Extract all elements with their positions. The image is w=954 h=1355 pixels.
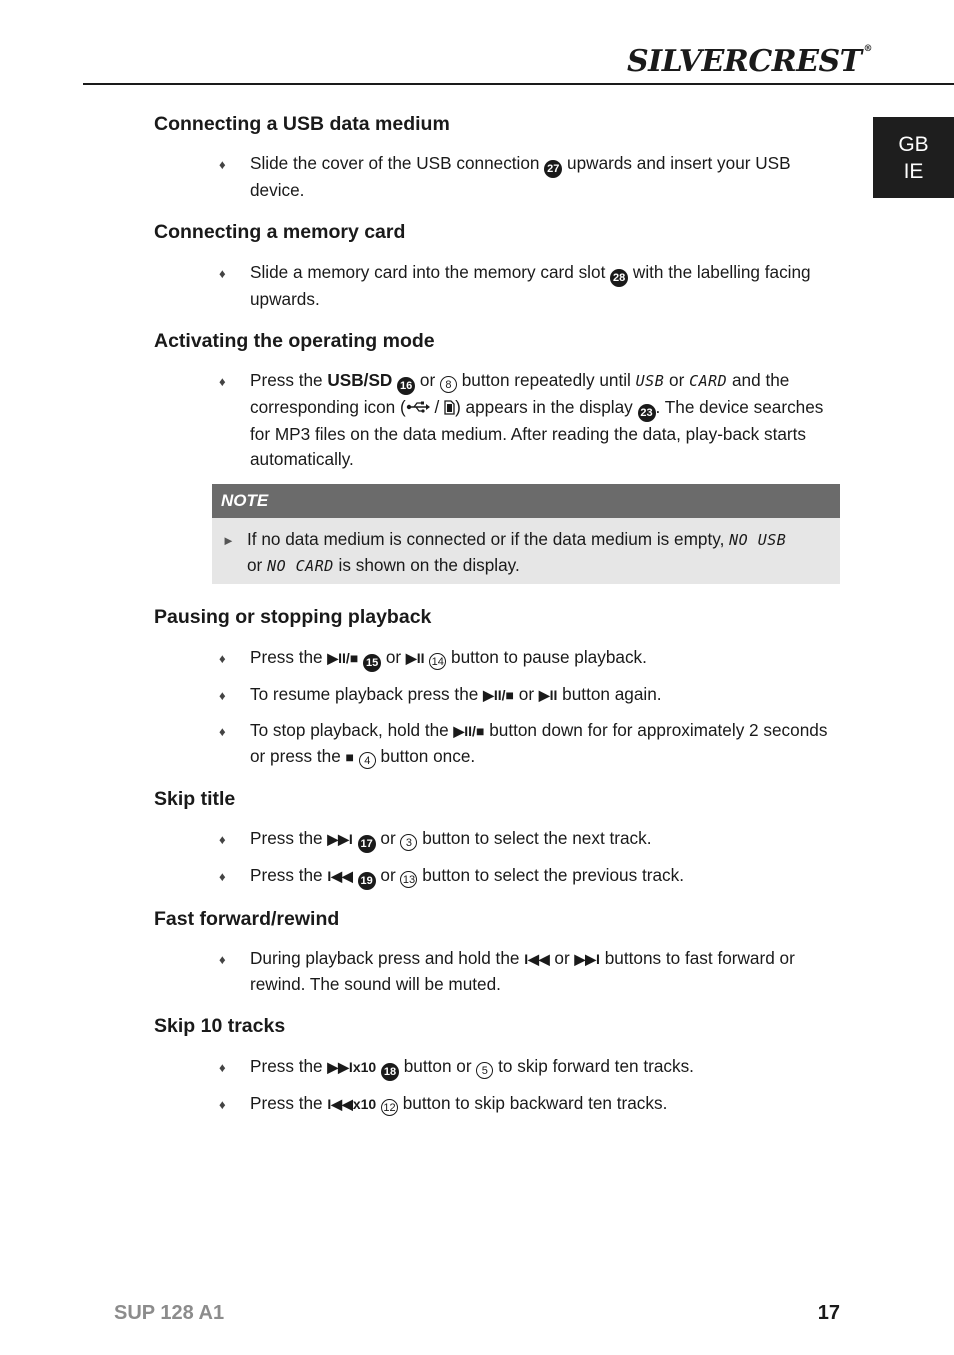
text-run: Slide the cover of the USB connection bbox=[250, 153, 545, 174]
callout-number: 4 bbox=[359, 752, 376, 769]
play-pause-stop-key: ▶II/■ bbox=[453, 722, 485, 739]
bullet-diamond-icon: ♦ bbox=[219, 687, 226, 703]
play-pause-stop-key: ▶II/■ bbox=[483, 686, 515, 703]
callout-number: 23 bbox=[638, 404, 656, 422]
text-run: or bbox=[381, 646, 406, 667]
skip-forward-10-key: ▶▶Ix10 bbox=[327, 1058, 377, 1075]
note-body bbox=[212, 518, 840, 584]
lcd-text: USB bbox=[635, 372, 665, 391]
list-item bbox=[154, 1091, 844, 1117]
text-run: button again. bbox=[557, 683, 662, 704]
callout-number: 14 bbox=[429, 653, 446, 670]
text-run: button to pause playback. bbox=[446, 646, 647, 667]
text-run: button repeatedly until bbox=[456, 370, 636, 391]
heading-memory-card: Connecting a memory card bbox=[154, 221, 406, 244]
text-run: or bbox=[375, 827, 401, 848]
callout-number: 8 bbox=[440, 376, 457, 393]
text-run: button once. bbox=[375, 745, 476, 766]
list-item bbox=[154, 682, 844, 708]
header-rule bbox=[83, 83, 954, 85]
lcd-text: NO USB bbox=[729, 531, 787, 550]
bullet-diamond-icon: ♦ bbox=[219, 157, 226, 173]
text-run: Press the bbox=[250, 1092, 328, 1113]
bullet-diamond-icon: ♦ bbox=[219, 831, 226, 847]
text-run: . The device searches for MP3 files on the data medium. After reading the data, play-back starts automatically. bbox=[250, 397, 824, 470]
lang-gb: GB bbox=[898, 133, 929, 156]
section-usb bbox=[154, 113, 844, 203]
text-run: / bbox=[429, 397, 445, 418]
callout-number: 12 bbox=[381, 1099, 398, 1116]
section-skip-10 bbox=[154, 1015, 844, 1116]
text-run: button down for for approximately 2 seconds or press the bbox=[250, 719, 828, 766]
list-item bbox=[154, 1054, 844, 1081]
lcd-text: NO CARD bbox=[267, 557, 334, 576]
text-run: If no data medium is connected or if the data medium is empty, bbox=[247, 529, 730, 550]
callout-number: 13 bbox=[400, 871, 417, 888]
heading-skip-title: Skip title bbox=[154, 787, 236, 810]
text-run: or bbox=[549, 948, 575, 969]
stop-key: ■ bbox=[345, 748, 354, 765]
text-run: USB/SD bbox=[327, 370, 393, 391]
section-fast-forward bbox=[154, 908, 844, 997]
callout-number: 19 bbox=[358, 872, 376, 890]
arrow-bullet-icon: ► bbox=[222, 533, 235, 549]
list-item bbox=[154, 863, 844, 890]
heading-usb: Connecting a USB data medium bbox=[154, 113, 450, 135]
bullet-diamond-icon: ♦ bbox=[219, 868, 226, 884]
list-item bbox=[154, 151, 844, 203]
skip-back-10-key: I◀◀x10 bbox=[327, 1095, 377, 1112]
text-run: To stop playback, hold the bbox=[250, 719, 454, 740]
callout-number: 16 bbox=[397, 377, 415, 395]
lang-ie: IE bbox=[903, 160, 924, 183]
page-number: 17 bbox=[817, 1302, 840, 1324]
heading-pausing: Pausing or stopping playback bbox=[154, 606, 432, 629]
callout-number: 5 bbox=[476, 1062, 493, 1079]
callout-number: 18 bbox=[381, 1063, 399, 1081]
text-run: or bbox=[514, 683, 539, 704]
text-run: and the corresponding icon ( bbox=[250, 370, 790, 418]
list-item bbox=[154, 946, 844, 997]
text-run: ® bbox=[863, 44, 872, 54]
text-run: To resume playback press the bbox=[250, 683, 484, 704]
usb-icon bbox=[406, 400, 430, 414]
play-pause-stop-key: ▶II/■ bbox=[327, 649, 359, 666]
text-run: button to skip backward ten tracks. bbox=[397, 1092, 668, 1113]
model-number: SUP 128 A1 bbox=[114, 1302, 225, 1324]
text-run: or bbox=[247, 555, 268, 576]
text-run: ) appears in the display bbox=[455, 397, 638, 418]
text-run: with the labelling facing upwards. bbox=[250, 261, 811, 309]
text-run: button to select the previous track. bbox=[417, 864, 685, 885]
text-run: Press the bbox=[250, 646, 328, 667]
heading-fast-forward: Fast forward/rewind bbox=[154, 907, 340, 930]
callout-number: 3 bbox=[400, 834, 417, 851]
brand-logo bbox=[627, 44, 872, 79]
text-run: upwards and insert your USB device. bbox=[250, 153, 791, 201]
section-skip-title bbox=[154, 788, 844, 890]
bullet-diamond-icon: ♦ bbox=[219, 650, 226, 666]
callout-number: 15 bbox=[363, 654, 381, 672]
text-run: During playback press and hold the bbox=[250, 948, 525, 969]
text-run: SILVERCREST bbox=[627, 44, 862, 79]
text-run: Press the bbox=[250, 370, 328, 391]
text-run: or bbox=[664, 370, 690, 391]
list-item bbox=[154, 645, 844, 672]
text-run: button or bbox=[398, 1055, 477, 1076]
language-tab bbox=[873, 117, 954, 198]
previous-key: I◀◀ bbox=[524, 951, 550, 968]
text-run: is shown on the display. bbox=[333, 555, 520, 576]
play-pause-key: ▶II bbox=[405, 649, 425, 666]
callout-number: 17 bbox=[358, 835, 376, 853]
text-run: Press the bbox=[250, 864, 328, 885]
bullet-diamond-icon: ♦ bbox=[219, 265, 226, 281]
page-content bbox=[154, 113, 844, 1135]
bullet-diamond-icon: ♦ bbox=[219, 1096, 226, 1112]
section-pausing bbox=[154, 606, 844, 769]
section-memory-card bbox=[154, 221, 844, 311]
text-run: buttons to fast forward or rewind. The sound will be muted. bbox=[250, 948, 795, 995]
text-run: Press the bbox=[250, 1055, 328, 1076]
list-item bbox=[154, 718, 844, 770]
text-run: button to select the next track. bbox=[417, 827, 652, 848]
next-key: ▶▶I bbox=[574, 951, 600, 968]
sd-card-icon bbox=[444, 400, 455, 415]
list-item bbox=[154, 368, 844, 472]
next-key: ▶▶I bbox=[327, 830, 353, 847]
bullet-diamond-icon: ♦ bbox=[219, 723, 226, 739]
previous-key: I◀◀ bbox=[327, 867, 353, 884]
list-item bbox=[154, 826, 844, 853]
callout-number: 27 bbox=[544, 160, 562, 178]
lcd-text: CARD bbox=[689, 372, 728, 391]
section-operating-mode bbox=[154, 330, 844, 472]
list-item bbox=[154, 260, 844, 312]
heading-skip-10: Skip 10 tracks bbox=[154, 1015, 286, 1038]
text-run: to skip forward ten tracks. bbox=[493, 1055, 694, 1076]
play-pause-key: ▶II bbox=[538, 686, 558, 703]
text-run: Slide a memory card into the memory card slot bbox=[250, 261, 611, 282]
heading-operating-mode: Activating the operating mode bbox=[154, 329, 435, 352]
callout-number: 28 bbox=[610, 269, 628, 287]
text-run: or bbox=[415, 370, 440, 391]
note-box bbox=[212, 484, 840, 584]
text-run: or bbox=[375, 864, 401, 885]
bullet-diamond-icon: ♦ bbox=[219, 952, 226, 968]
text-run: Press the bbox=[250, 827, 328, 848]
bullet-diamond-icon: ♦ bbox=[219, 1059, 226, 1075]
note-heading: NOTE bbox=[212, 484, 840, 518]
bullet-diamond-icon: ♦ bbox=[219, 374, 226, 390]
